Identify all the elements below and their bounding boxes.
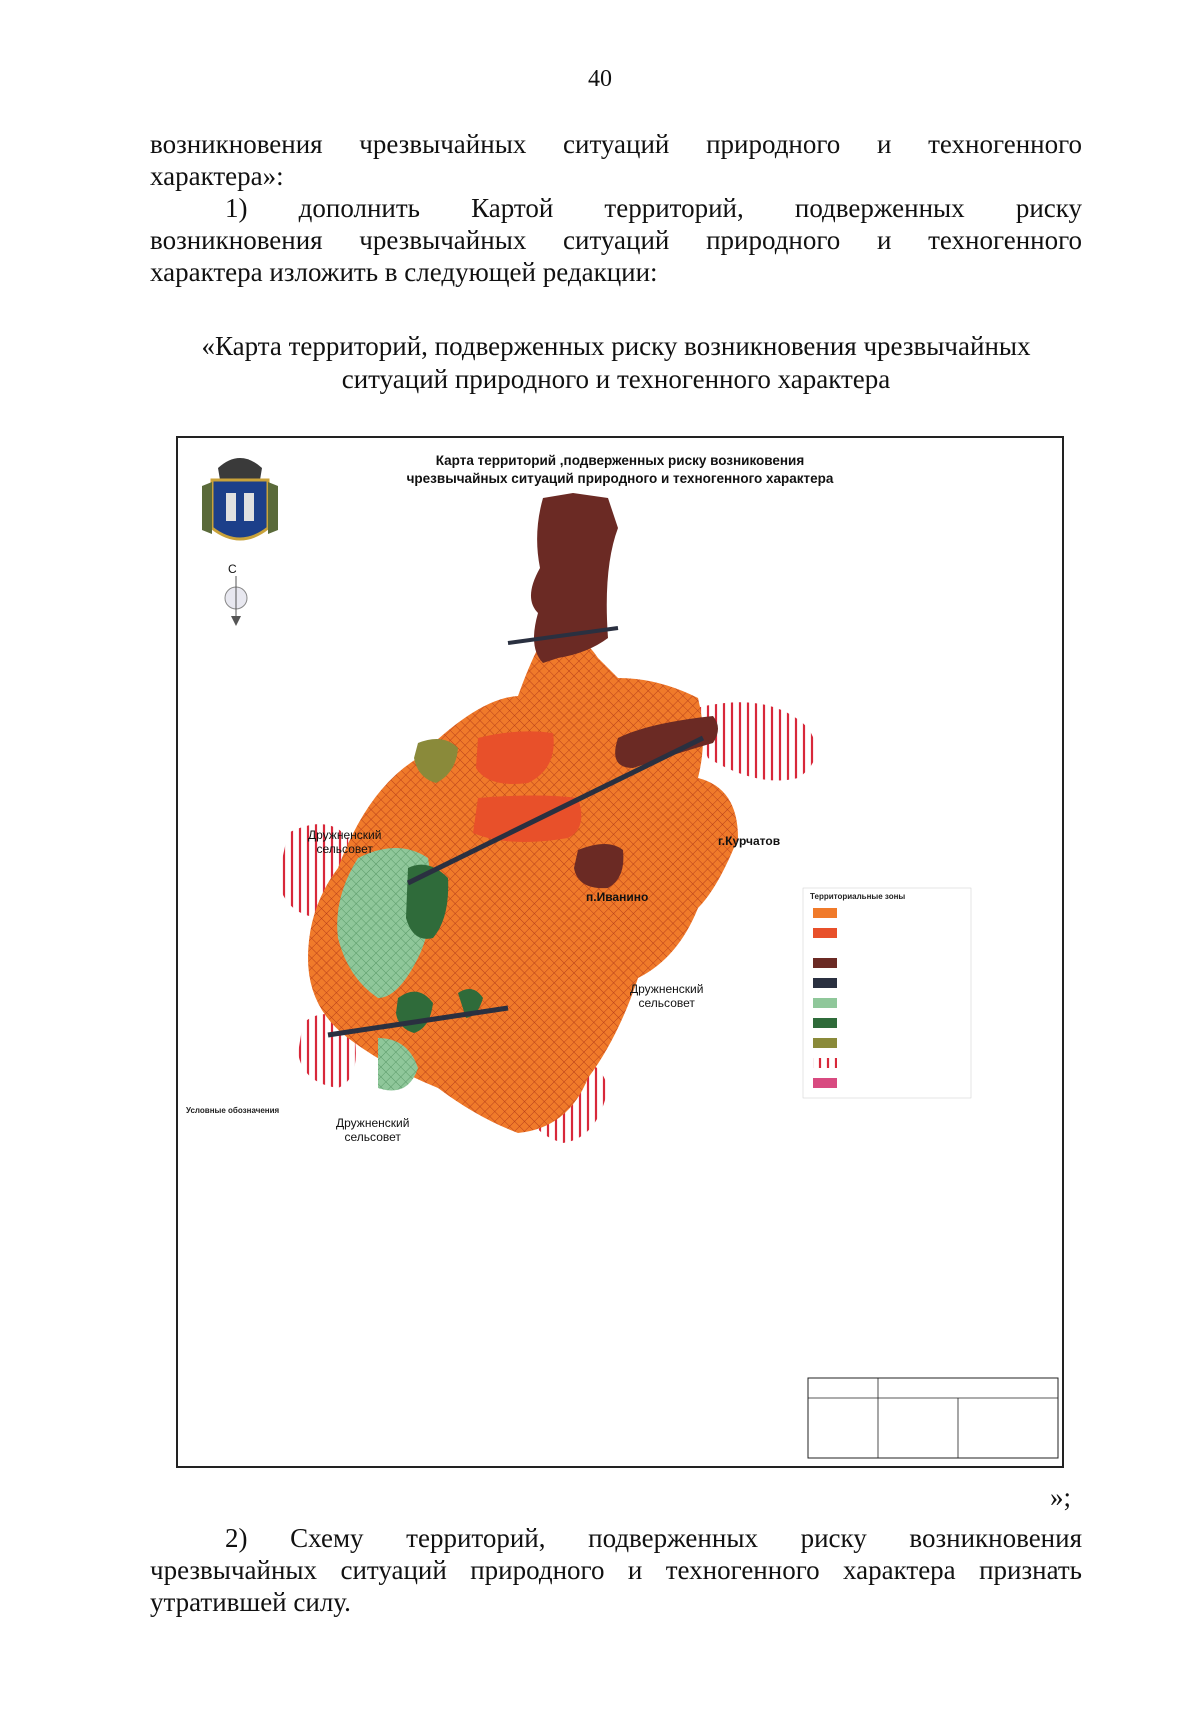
label-kurchatov: г.Курчатов — [718, 834, 781, 848]
paragraph-2-line-2: возникновения чрезвычайных ситуаций природного и техногенного — [150, 225, 1082, 255]
map-heading-line-1: «Карта территорий, подверженных риску возникновения чрезвычайных — [201, 331, 1031, 361]
paragraph-3-line-2: чрезвычайных ситуаций природного и техногенного характера признать — [150, 1555, 1082, 1585]
risk-map — [176, 436, 1064, 1468]
paragraph-1-line-2: характера»: — [150, 161, 284, 191]
paragraph-3-line-1: 2) Схему территорий, подверженных риску возникновения — [225, 1523, 1082, 1553]
map-title-line-1: Карта территорий ,подверженных риску возниковения — [435, 453, 805, 468]
north-arrow-icon — [225, 576, 247, 626]
legend-panel — [803, 888, 971, 1098]
north-label: С — [228, 562, 237, 576]
label-ivanino: п.Иванино — [586, 890, 649, 904]
paragraph-2-line-3: характера изложить в следующей редакции: — [150, 257, 658, 287]
label-druzhnensky-e: Дружненский сельсовет — [630, 982, 704, 1010]
closing-quote: »; — [1050, 1482, 1072, 1512]
risk-map-drawing — [178, 438, 1062, 1466]
map-title-line-2: чрезвычайных ситуаций природного и техногенного характера — [406, 471, 834, 486]
label-druzhnensky-nw: Дружненский сельсовет — [308, 828, 382, 856]
stamp-table — [808, 1378, 1058, 1458]
zoning-title: Территориальные зоны — [810, 892, 906, 901]
page-number: 40 — [588, 66, 612, 92]
paragraph-2-line-1: 1) дополнить Картой территорий, подверженных риску — [225, 193, 1082, 223]
territory-polygons — [308, 493, 738, 1133]
legend-title: Условные обозначения — [186, 1106, 280, 1115]
map-heading-line-2: ситуаций природного и техногенного характера — [341, 364, 891, 394]
map-title — [178, 452, 1062, 488]
label-druzhnensky-sw: Дружненский сельсовет — [336, 1116, 410, 1144]
map-heading — [150, 330, 1082, 396]
paragraph-1-line-1: возникновения чрезвычайных ситуаций природного и техногенного — [150, 129, 1082, 159]
paragraph-3-line-3: утратившей силу. — [150, 1587, 351, 1617]
